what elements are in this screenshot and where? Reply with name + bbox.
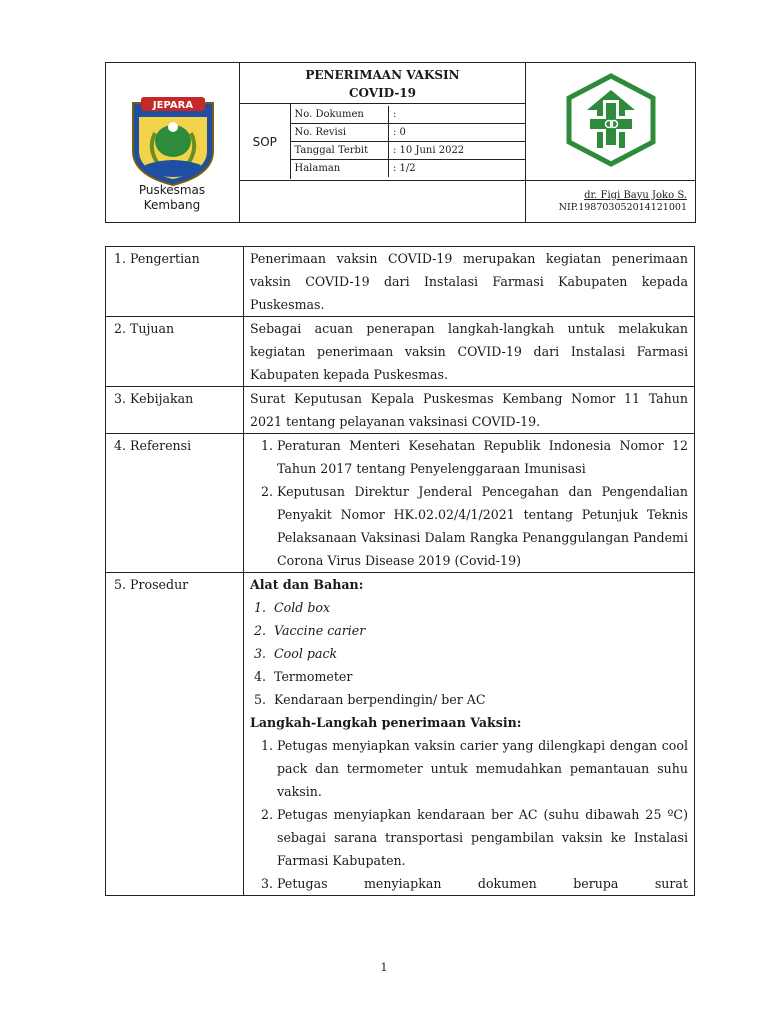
alat-heading: Alat dan Bahan: xyxy=(250,577,364,592)
meta-row: Halaman : 1/2 xyxy=(291,160,526,178)
section-referensi: 4. Referensi 1. Peraturan Menteri Kesehatan Republik Indonesia Nomor 12 Tahun 2017 tentang Penyelenggaraan Imunisasi 2. Keputusan Direktur Jenderal Pencegahan dan Pengendalian Penyakit Nomor HK.02.02/4/1/2021 tentang Petunjuk Teknis Pelaksanaan Vaksinasi Dalam Rangka Penanggulangan Pandemi Corona Virus Disease 2019 (Covid-19) xyxy=(106,434,695,573)
signer-name: dr. Figi Bayu Joko S. xyxy=(584,189,687,201)
list-item: 5. Kendaraan berpendingin/ ber AC xyxy=(254,692,486,707)
section-pengertian: 1. Pengertian Penerimaan vaksin COVID-19 merupakan kegiatan penerimaan vaksin COVID-19 dari Instalasi Farmasi Kabupaten kepada Puskesmas. xyxy=(106,247,695,317)
sop-label: SOP xyxy=(240,104,290,180)
list-item: 2. Keputusan Direktur Jenderal Pencegahan dan Pengendalian Penyakit Nomor HK.02.02/4/1/2021 tentang Petunjuk Teknis Pelaksanaan Vaksinasi Dalam Rangka Penanggulangan Pandemi Corona Virus Disease 2019 (Covid-19) xyxy=(277,480,688,572)
puskesmas-logo-cell xyxy=(526,63,696,181)
section-prosedur: 5. Prosedur Alat dan Bahan: 1. Cold box 2. Vaccine carier 3. Cool pack 4. Termometer 5. Kendaraan berpendingin/ ber AC Langkah-Langkah penerimaan Vaksin: 1. Petugas menyiapkan vaksin carier yang dilengkapi dengan cool pack dan termometer untuk memudahkan pemantauan suhu vaksin. 2. Petugas menyiapkan kendaraan ber AC (suhu dibawah 25 ºC) sebagai sarana transportasi pengambilan vaksin ke Instalasi Farmasi Kabupaten. 3. Petugas menyiapkan dokumen berupa surat xyxy=(106,573,695,896)
meta-row: Tanggal Terbit : 10 Juni 2022 xyxy=(291,142,526,160)
meta-row: No. Dokumen : xyxy=(291,106,526,124)
list-item: 3. Cool pack xyxy=(254,646,338,661)
section-tujuan: 2. Tujuan Sebagai acuan penerapan langkah-langkah untuk melakukan kegiatan penerimaan vaksin COVID-19 dari Instalasi Farmasi Kabupaten kepada Puskesmas. xyxy=(106,317,695,387)
signer-nip: NIP.198703052014121001 xyxy=(558,201,687,213)
jepara-crest-icon xyxy=(125,93,221,189)
section-kebijakan: 3. Kebijakan Surat Keputusan Kepala Puskesmas Kembang Nomor 11 Tahun 2021 tentang pelayanan vaksinasi COVID-19. xyxy=(106,387,695,434)
puskesmas-logo-icon xyxy=(559,70,663,170)
langkah-list xyxy=(250,734,688,895)
list-item: 2. Petugas menyiapkan kendaraan ber AC (suhu dibawah 25 ºC) sebagai sarana transportasi pengambilan vaksin ke Instalasi Farmasi Kabupaten. xyxy=(277,803,688,872)
document-meta xyxy=(291,106,526,177)
empty-cell xyxy=(240,181,526,223)
list-item: 3. Petugas menyiapkan dokumen berupa surat xyxy=(277,872,688,895)
list-item: 4. Termometer xyxy=(254,669,353,684)
page-number: 1 xyxy=(380,961,388,974)
document-title: PENERIMAAN VAKSIN COVID-19 xyxy=(305,68,460,100)
organization-name: Puskesmas Kembang xyxy=(138,183,206,212)
list-item: 1. Peraturan Menteri Kesehatan Republik Indonesia Nomor 12 Tahun 2017 tentang Penyelenggaraan Imunisasi xyxy=(277,434,688,480)
title-and-meta-cell xyxy=(240,63,526,181)
alat-list xyxy=(250,596,688,711)
meta-row: No. Revisi : 0 xyxy=(291,124,526,142)
list-item: 1. Cold box xyxy=(254,600,331,615)
svg-text:JEPARA: JEPARA xyxy=(152,99,193,111)
sop-content-table xyxy=(105,246,695,896)
langkah-heading: Langkah-Langkah penerimaan Vaksin: xyxy=(250,715,522,730)
reference-list xyxy=(250,434,688,572)
list-item: 1. Petugas menyiapkan vaksin carier yang dilengkapi dengan cool pack dan termometer untuk memudahkan pemantauan suhu vaksin. xyxy=(277,734,688,803)
signer-block xyxy=(526,181,696,223)
list-item: 2. Vaccine carier xyxy=(254,623,366,638)
